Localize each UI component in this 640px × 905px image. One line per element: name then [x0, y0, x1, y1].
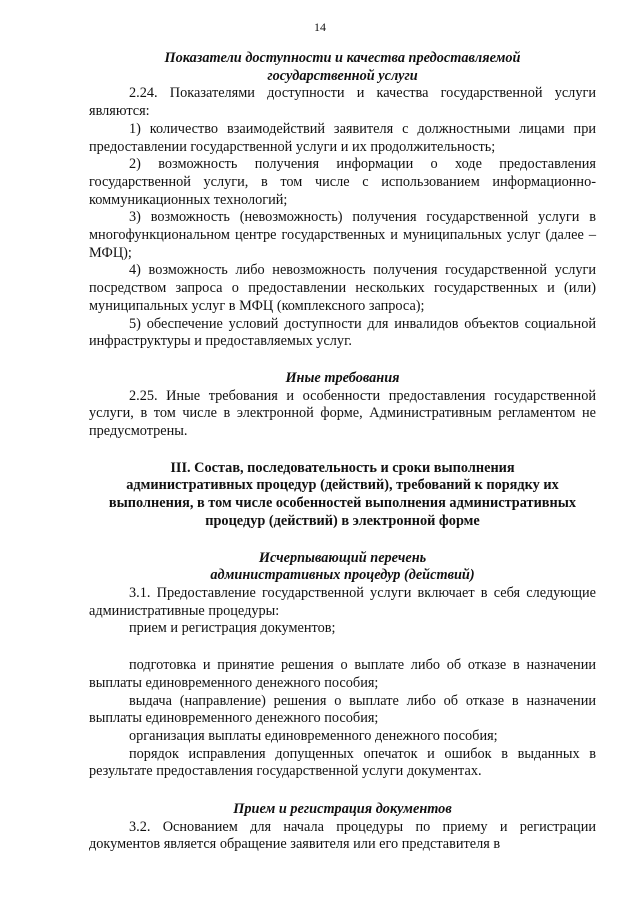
page-content	[89, 50, 596, 854]
section-heading-availability: Показатели доступности и качества предоставляемой государственной услуги	[164, 50, 521, 84]
list-item-4: 4) возможность либо невозможность получения государственной услуги посредством запроса о предоставлении нескольких государственных и (или) муниципальных услуг в МФЦ (комплексного запроса);	[89, 262, 596, 314]
procedure-item: подготовка и принятие решения о выплате либо об отказе в назначении выплаты единовременного денежного пособия;	[89, 657, 596, 691]
procedure-item: организация выплаты единовременного денежного пособия;	[129, 727, 498, 744]
section-heading-procedures-list: Исчерпывающий перечень административных процедур (действий)	[210, 549, 475, 584]
paragraph-3-1: 3.1. Предоставление государственной услуги включает в себя следующие административные процедуры:	[89, 584, 596, 619]
procedure-item: порядок исправления допущенных опечаток и ошибок в выданных в результате предоставления государственной услуги документах.	[89, 745, 596, 780]
procedure-item: выдача (направление) решения о выплате либо об отказе в назначении выплаты единовременного денежного пособия;	[89, 692, 596, 727]
procedure-item: прием и регистрация документов;	[129, 620, 336, 637]
chapter-heading-iii: III. Состав, последовательность и сроки выполнения административных процедур (действий), требований к порядку их выполнения, в том числе особенностей выполнения административных процедур (действий) в электронной форме	[108, 459, 577, 529]
list-item-3: 3) возможность (невозможность) получения государственной услуги в многофункциональном центре государственных и муниципальных услуг (далее – МФЦ);	[89, 209, 596, 261]
paragraph-2-24: 2.24. Показателями доступности и качества государственной услуги являются:	[89, 85, 596, 120]
paragraph-2-25: 2.25. Иные требования и особенности предоставления государственной услуги, в том числе в электронной форме, Административным регламентом не предусмотрены.	[89, 387, 596, 440]
list-item-1: 1) количество взаимодействий заявителя с должностными лицами при предоставлении государственной услуги и их продолжительность;	[89, 120, 596, 155]
section-heading-reception: Прием и регистрация документов	[233, 801, 452, 818]
list-item-2: 2) возможность получения информации о ходе предоставления государственной услуги, в том числе с использованием информационно-коммуникационных технологий;	[89, 156, 596, 208]
page-number: 14	[314, 20, 326, 34]
list-item-5: 5) обеспечение условий доступности для инвалидов объектов социальной инфраструктуры и предоставляемых услуг.	[89, 315, 596, 350]
section-heading-other-requirements: Иные требования	[285, 369, 400, 386]
paragraph-3-2: 3.2. Основанием для начала процедуры по приему и регистрации документов является обращение заявителя или его представителя в	[89, 818, 596, 853]
